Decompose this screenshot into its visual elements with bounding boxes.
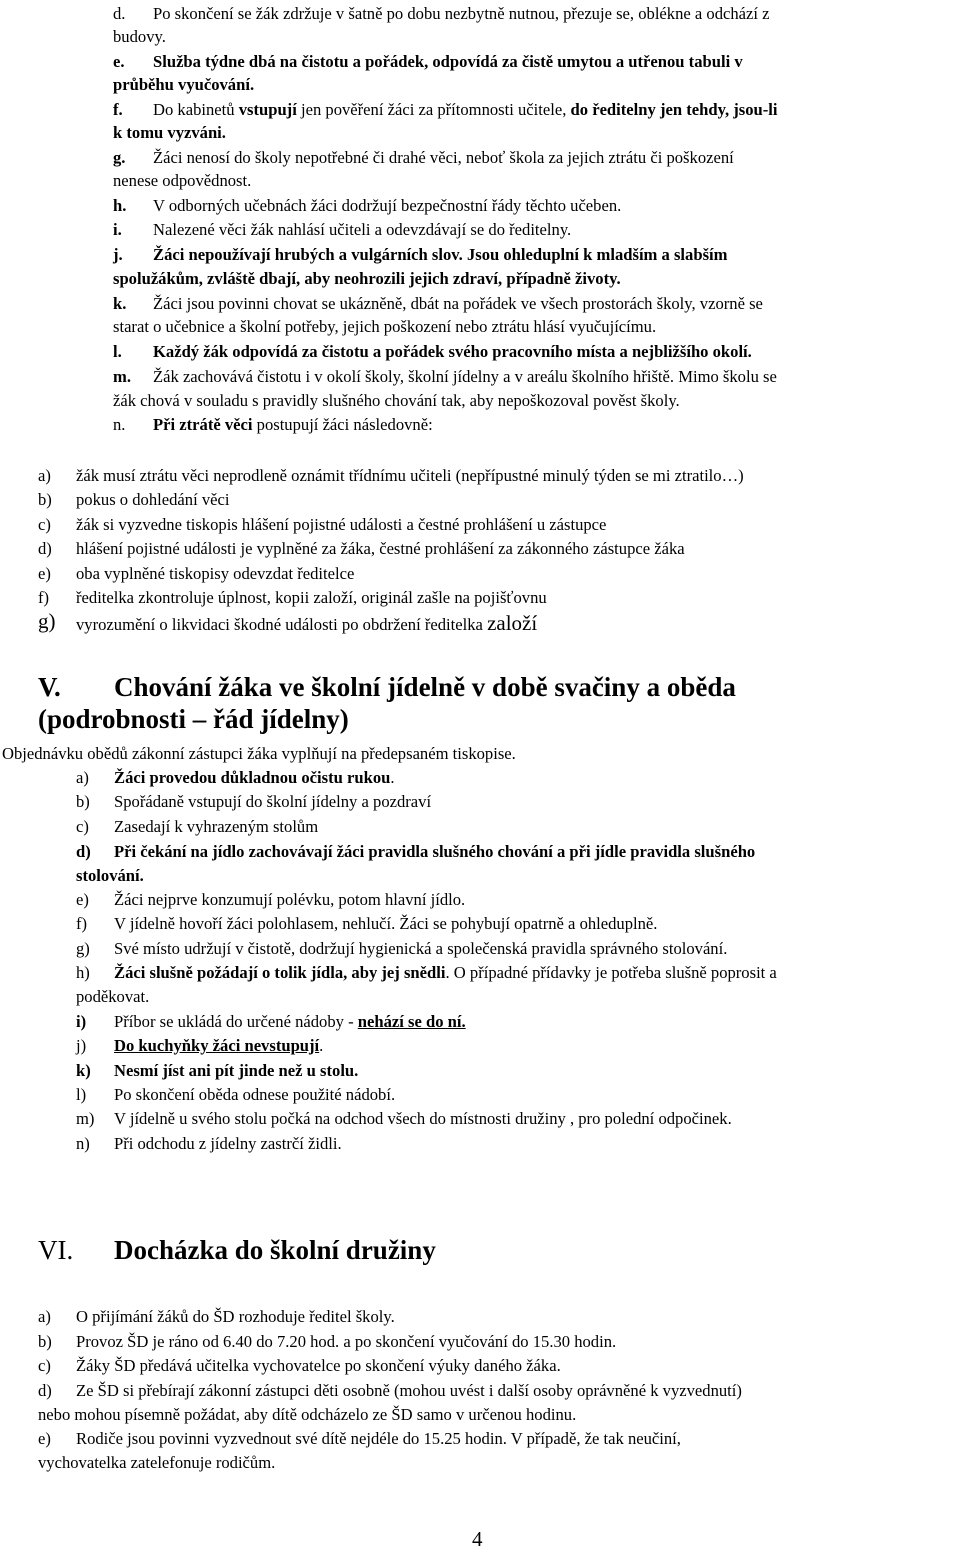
rule-e-line2: průběhu vyučování.: [113, 75, 255, 94]
canteen-i-main: Příbor se ukládá do určené nádoby -: [114, 1012, 358, 1031]
rule-e-line1: Služba týdne dbá na čistotu a pořádek, odpovídá za čistě umytou a utřenou tabuli v: [153, 52, 743, 71]
rule-f-part-b: vstupují: [238, 100, 297, 119]
canteen-e-text: Žáci nejprve konzumují polévku, potom hlavní jídlo.: [114, 890, 466, 909]
canteen-j-bold: Do kuchyňky žáci nevstupují: [114, 1036, 320, 1055]
club-b-text: Provoz ŠD je ráno od 6.40 do 7.20 hod. a po skončení vyučování do 15.30 hodin.: [76, 1332, 617, 1351]
rule-f-letter: f.: [113, 100, 123, 119]
rule-g-letter: g.: [113, 148, 126, 167]
canteen-l-text: Po skončení oběda odnese použité nádobí.: [114, 1085, 396, 1104]
canteen-h-line2: poděkovat.: [76, 987, 150, 1006]
rule-d-letter: d.: [113, 4, 126, 23]
loss-g-tail: založí: [487, 611, 538, 635]
rule-j-line2: spolužákům, zvláště dbají, aby neohrozili jejich zdraví, případně životy.: [113, 269, 621, 288]
canteen-j-letter: j): [76, 1036, 87, 1055]
rule-n-letter: n.: [113, 415, 126, 434]
rule-m-letter: m.: [113, 367, 131, 386]
canteen-m-letter: m): [76, 1109, 95, 1128]
rule-m-line2: žák chová v souladu s pravidly slušného chování tak, aby nepoškozoval pověst školy.: [113, 391, 680, 410]
rule-n-bold: Při ztrátě věci: [153, 415, 253, 434]
club-d-line1: Ze ŠD si přebírají zákonní zástupci děti osobně (mohou uvést i další osoby oprávněné k vyzvednutí): [76, 1381, 742, 1400]
loss-b-letter: b): [38, 490, 52, 509]
canteen-h-line1: [114, 961, 777, 985]
rule-i-letter: i.: [113, 220, 122, 239]
loss-d-text: hlášení pojistné události je vyplněné za žáka, čestné prohlášení za zákonného zástupce žáka: [76, 539, 685, 558]
section-vi-title: Docházka do školní družiny: [114, 1235, 436, 1265]
rule-j-letter: j.: [113, 245, 123, 264]
canteen-a-letter: a): [76, 768, 89, 787]
canteen-e-letter: e): [76, 890, 89, 909]
loss-f-text: ředitelka zkontroluje úplnost, kopii založí, originál zašle na pojišťovnu: [76, 588, 547, 607]
loss-g-text: [76, 612, 537, 637]
rule-f-part-a: Do kabinetů: [153, 100, 239, 119]
canteen-n-text: Při odchodu z jídelny zastrčí židli.: [114, 1134, 342, 1153]
rule-h-letter: h.: [113, 196, 127, 215]
section-v-title-line1: Chování žáka ve školní jídelně v době svačiny a oběda: [114, 672, 736, 702]
rule-j-line1: Žáci nepoužívají hrubých a vulgárních slov. Jsou ohleduplní k mladším a slabším: [153, 245, 728, 264]
canteen-i-letter: i): [76, 1012, 87, 1031]
canteen-f-letter: f): [76, 914, 88, 933]
club-c-text: Žáky ŠD předává učitelka vychovatelce po skončení výuky daného žáka.: [76, 1356, 561, 1375]
rule-g-line2: nenese odpovědnost.: [113, 171, 252, 190]
canteen-h-bold: Žáci slušně požádají o tolik jídla, aby jej snědli: [114, 963, 446, 982]
canteen-d-letter: d): [76, 842, 91, 861]
canteen-c-letter: c): [76, 817, 89, 836]
rule-l-line1: Každý žák odpovídá za čistotu a pořádek svého pracovního místa a nejbližšího okolí.: [153, 342, 752, 361]
rule-n-rest: postupují žáci následovně:: [252, 415, 433, 434]
canteen-a-bold: Žáci provedou důkladnou očistu rukou: [114, 768, 391, 787]
loss-a-text: žák musí ztrátu věci neprodleně oznámit třídnímu učiteli (nepřípustné minulý týden se mi ztratilo…): [76, 466, 744, 485]
loss-g-letter: g): [38, 609, 56, 633]
canteen-f-text: V jídelně hovoří žáci polohlasem, nehlučí. Žáci se pohybují opatrně a ohleduplně.: [114, 914, 658, 933]
rule-g-line1: Žáci nenosí do školy nepotřebné či drahé věci, neboť škola za jejich ztrátu či poškození: [153, 148, 734, 167]
club-e-letter: e): [38, 1429, 51, 1448]
club-e-line2: vychovatelka zatelefonuje rodičům.: [38, 1453, 276, 1472]
loss-e-letter: e): [38, 564, 51, 583]
rule-n-line1: [153, 413, 433, 437]
canteen-g-letter: g): [76, 939, 90, 958]
loss-f-letter: f): [38, 588, 50, 607]
club-d-line2: nebo mohou písemně požádat, aby dítě odcházelo ze ŠD samo v určenou hodinu.: [38, 1405, 577, 1424]
canteen-a-text: [114, 766, 395, 790]
loss-g-main: vyrozumění o likvidaci škodné události po obdržení ředitelka: [76, 615, 488, 634]
loss-d-letter: d): [38, 539, 52, 558]
canteen-a-dot: .: [390, 768, 395, 787]
section-v-title-line2: (podrobnosti – řád jídelny): [38, 704, 349, 734]
canteen-i-text: [114, 1010, 466, 1034]
page-number: 4: [472, 1527, 483, 1551]
rule-m-line1: Žák zachovává čistotu i v okolí školy, školní jídelny a v areálu školního hřiště. Mimo školu se: [153, 367, 777, 386]
canteen-b-text: Spořádaně vstupují do školní jídelny a pozdraví: [114, 792, 432, 811]
canteen-g-text: Své místo udržují v čistotě, dodržují hygienická a společenská pravidla správného stolování.: [114, 939, 728, 958]
rule-f-line1: [153, 98, 778, 122]
canteen-k-text: Nesmí jíst ani pít jinde než u stolu.: [114, 1061, 359, 1080]
loss-c-text: žák si vyzvedne tiskopis hlášení pojistné události a čestné prohlášení u zástupce: [76, 515, 607, 534]
canteen-l-letter: l): [76, 1085, 87, 1104]
rule-k-line1: Žáci jsou povinni chovat se ukázněně, dbát na pořádek ve všech prostorách školy, vzorně se: [153, 294, 763, 313]
canteen-i-bold: nehází se do ní.: [357, 1012, 466, 1031]
canteen-h-letter: h): [76, 963, 90, 982]
loss-e-text: oba vyplněné tiskopisy odevzdat ředitelce: [76, 564, 355, 583]
club-e-line1: Rodiče jsou povinni vyzvednout své dítě nejdéle do 15.25 hodin. V případě, že tak neučiní,: [76, 1429, 681, 1448]
section-v-intro: Objednávku obědů zákonní zástupci žáka vyplňují na předepsaném tiskopise.: [2, 744, 516, 763]
club-c-letter: c): [38, 1356, 51, 1375]
rule-f-part-d: do ředitelny jen tehdy, jsou-li: [570, 100, 778, 119]
rule-k-line2: starat o učebnice a školní potřeby, jejich poškození nebo ztrátu hlásí vyučujícímu.: [113, 317, 657, 336]
club-a-text: O přijímání žáků do ŠD rozhoduje ředitel školy.: [76, 1307, 395, 1326]
section-vi-number: VI.: [38, 1235, 74, 1265]
rule-h-line1: V odborných učebnách žáci dodržují bezpečnostní řády těchto učeben.: [153, 196, 622, 215]
rule-l-letter: l.: [113, 342, 122, 361]
rule-d-line1: Po skončení se žák zdržuje v šatně po dobu nezbytně nutnou, přezuje se, oblékne a odchází z: [153, 4, 770, 23]
loss-b-text: pokus o dohledání věci: [76, 490, 230, 509]
section-v-number: V.: [38, 672, 61, 702]
rule-k-letter: k.: [113, 294, 127, 313]
rule-i-line1: Nalezené věci žák nahlásí učiteli a odevzdávají se do ředitelny.: [153, 220, 572, 239]
rule-d-line2: budovy.: [113, 27, 166, 46]
loss-a-letter: a): [38, 466, 51, 485]
canteen-m-text: V jídelně u svého stolu počká na odchod všech do místnosti družiny , pro polední odpočinek.: [114, 1109, 732, 1128]
canteen-j-text: [114, 1034, 323, 1058]
canteen-b-letter: b): [76, 792, 90, 811]
canteen-d-line2: stolování.: [76, 866, 144, 885]
club-d-letter: d): [38, 1381, 52, 1400]
club-b-letter: b): [38, 1332, 52, 1351]
rule-f-line2: k tomu vyzváni.: [113, 123, 226, 142]
canteen-c-text: Zasedají k vyhrazeným stolům: [114, 817, 319, 836]
canteen-n-letter: n): [76, 1134, 90, 1153]
loss-c-letter: c): [38, 515, 51, 534]
canteen-k-letter: k): [76, 1061, 91, 1080]
rule-e-letter: e.: [113, 52, 125, 71]
canteen-j-dot: .: [319, 1036, 324, 1055]
canteen-h-rest: . O případné přídavky je potřeba slušně poprosit a: [445, 963, 777, 982]
rule-f-part-c: jen pověření žáci za přítomnosti učitele,: [296, 100, 571, 119]
canteen-d-line1: Při čekání na jídlo zachovávají žáci pravidla slušného chování a při jídle pravidla slušného: [114, 842, 756, 861]
club-a-letter: a): [38, 1307, 51, 1326]
